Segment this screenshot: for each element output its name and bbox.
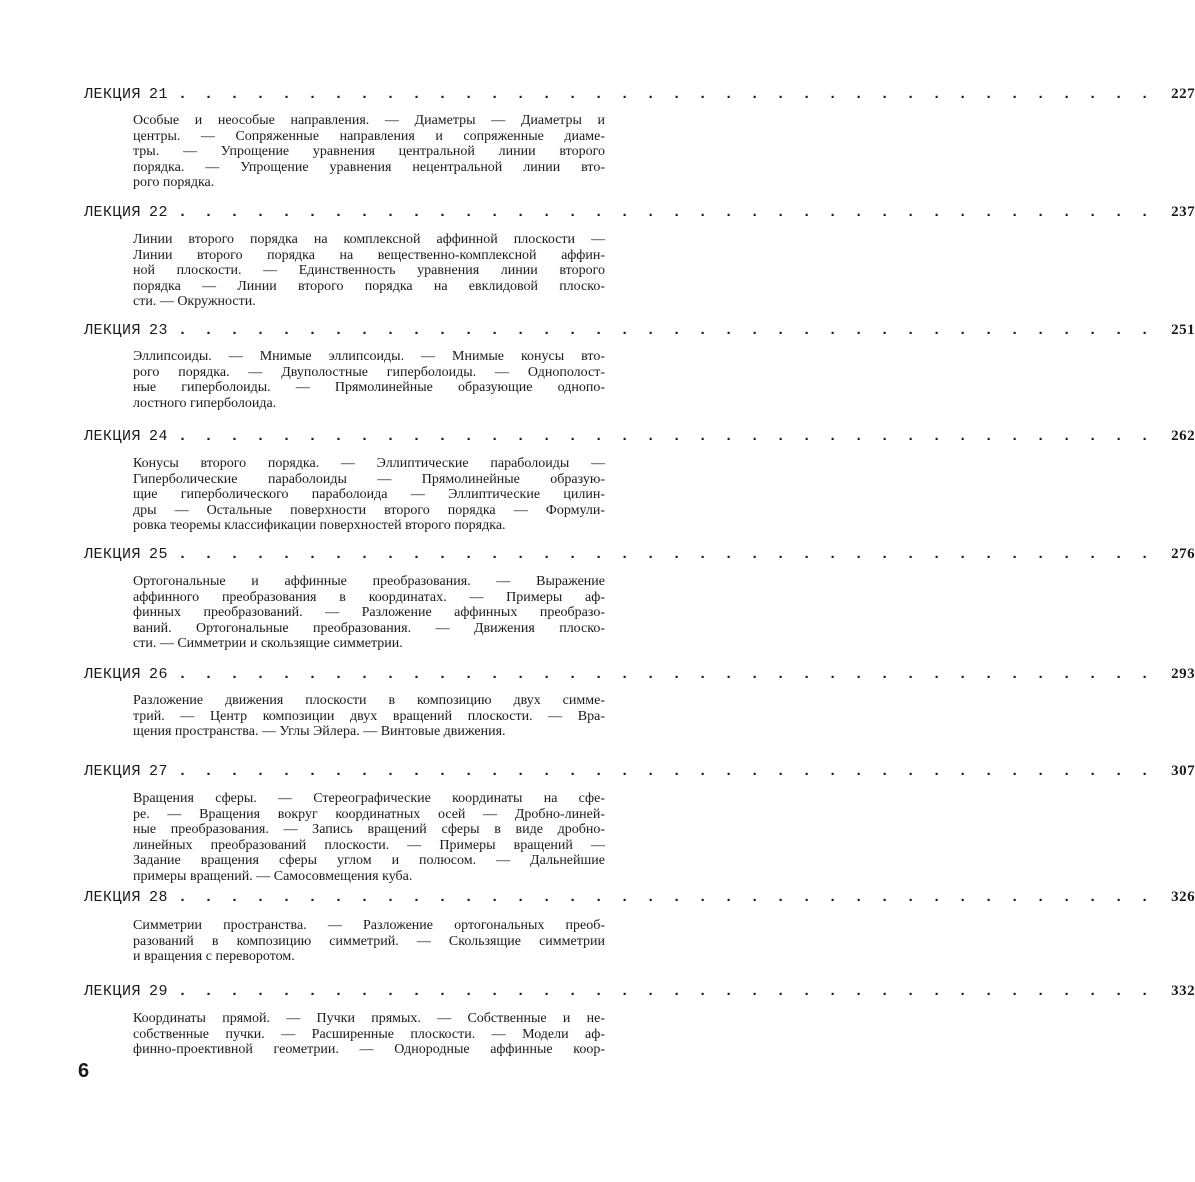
dot-leader: . . . . . . . . . . . . . . . . . . . . . . . . . . . . . . . . . . . . . .: [178, 666, 1154, 683]
toc-entry-description: [133, 1011, 605, 1058]
lecture-number: 27: [149, 763, 169, 780]
description-line: ваний. Ортогональные преобразования. — Движения плоско-: [133, 620, 605, 636]
toc-entry-description: [133, 349, 605, 411]
lecture-label: ЛЕКЦИЯ: [84, 86, 142, 103]
toc-entry-description: [133, 113, 605, 191]
lecture-label: ЛЕКЦИЯ: [84, 204, 142, 221]
toc-entry-description: [133, 791, 605, 884]
description-line: Разложение движения плоскости в композицию двух симме-: [133, 693, 605, 708]
lecture-label: ЛЕКЦИЯ: [84, 983, 142, 1000]
description-line: трий. — Центр композиции двух вращений плоскости. — Вра-: [133, 708, 605, 724]
page-number: 227: [1171, 86, 1195, 102]
lecture-label: ЛЕКЦИЯ: [84, 428, 142, 445]
page-number: 251: [1171, 322, 1195, 338]
description-line: ные гиперболоиды. — Прямолинейные образующие однопо-: [133, 380, 605, 395]
toc-entry-heading: [84, 983, 1195, 1005]
toc-entry-heading: [84, 204, 1195, 226]
lecture-number: 28: [149, 889, 169, 906]
description-line: ре. — Вращения вокруг координатных осей — Дробно-линей-: [133, 806, 605, 822]
lecture-number: 26: [149, 666, 169, 683]
lecture-number: 29: [149, 983, 169, 1000]
page-number: 326: [1171, 889, 1195, 905]
dot-leader: . . . . . . . . . . . . . . . . . . . . . . . . . . . . . . . . . . . . . .: [178, 546, 1154, 563]
toc-entry-description: [133, 574, 605, 652]
description-line: Координаты прямой. — Пучки прямых. — Собственные и не-: [133, 1011, 605, 1026]
description-line: финно-проективной геометрии. — Однородные аффинные коор-: [133, 1042, 605, 1057]
toc-entry-description: [133, 918, 605, 965]
toc-entry-heading: [84, 86, 1195, 108]
page-number: 332: [1171, 983, 1195, 999]
description-line: Гиперболические параболоиды — Прямолинейные образую-: [133, 471, 605, 487]
toc-entry-heading: [84, 322, 1195, 344]
dot-leader: . . . . . . . . . . . . . . . . . . . . . . . . . . . . . . . . . . . . . .: [178, 428, 1154, 445]
description-line: сти. — Окружности.: [133, 294, 256, 309]
description-line: Линии второго порядка на комплексной аффинной плоскости —: [133, 232, 605, 247]
description-line: собственные пучки. — Расширенные плоскости. — Модели аф-: [133, 1026, 605, 1042]
page-number: 276: [1171, 546, 1195, 562]
toc-entry-description: [133, 232, 605, 310]
description-line: ровка теоремы классификации поверхностей второго порядка.: [133, 518, 506, 533]
page-number: 262: [1171, 428, 1195, 444]
description-line: лостного гиперболоида.: [133, 395, 277, 411]
lecture-number: 21: [149, 86, 169, 103]
lecture-number: 24: [149, 428, 169, 445]
dot-leader: . . . . . . . . . . . . . . . . . . . . . . . . . . . . . . . . . . . . . .: [178, 983, 1154, 1000]
description-line: Задание вращения сферы углом и полюсом. — Дальнейшие: [133, 853, 605, 868]
description-line: разований в композицию симметрий. — Скользящие симметрии: [133, 933, 605, 949]
description-line: сти. — Симметрии и скользящие симметрии.: [133, 636, 403, 651]
description-line: Линии второго порядка на вещественно-комплексной аффин-: [133, 247, 605, 263]
lecture-label: ЛЕКЦИЯ: [84, 322, 142, 339]
lecture-label: ЛЕКЦИЯ: [84, 666, 142, 683]
lecture-label: ЛЕКЦИЯ: [84, 763, 142, 780]
page-number: 307: [1171, 763, 1195, 779]
toc-entry-heading: [84, 428, 1195, 450]
lecture-label: ЛЕКЦИЯ: [84, 546, 142, 563]
dot-leader: . . . . . . . . . . . . . . . . . . . . . . . . . . . . . . . . . . . . . .: [178, 322, 1154, 339]
dot-leader: . . . . . . . . . . . . . . . . . . . . . . . . . . . . . . . . . . . . . .: [178, 86, 1154, 103]
lecture-number: 25: [149, 546, 169, 563]
dot-leader: . . . . . . . . . . . . . . . . . . . . . . . . . . . . . . . . . . . . . .: [178, 889, 1154, 906]
description-line: дры — Остальные поверхности второго порядка — Формули-: [133, 502, 605, 518]
page-number: 237: [1171, 204, 1195, 220]
description-line: рого порядка. — Двуполостные гиперболоиды. — Однополост-: [133, 364, 605, 380]
description-line: Конусы второго порядка. — Эллиптические параболоиды —: [133, 456, 605, 471]
toc-entry-heading: [84, 546, 1195, 568]
description-line: Симметрии пространства. — Разложение ортогональных преоб-: [133, 918, 605, 933]
description-line: рого порядка.: [133, 175, 215, 190]
toc-entry-heading: [84, 763, 1195, 785]
description-line: Вращения сферы. — Стереографические координаты на сфе-: [133, 791, 605, 806]
description-line: тры. — Упрощение уравнения центральной линии второго: [133, 144, 605, 159]
description-line: щения пространства. — Углы Эйлера. — Винтовые движения.: [133, 724, 506, 739]
dot-leader: . . . . . . . . . . . . . . . . . . . . . . . . . . . . . . . . . . . . . .: [178, 204, 1154, 221]
toc-entry-heading: [84, 666, 1195, 688]
dot-leader: . . . . . . . . . . . . . . . . . . . . . . . . . . . . . . . . . . . . . .: [178, 763, 1154, 780]
lecture-number: 23: [149, 322, 169, 339]
page-folio-number: 6: [78, 1060, 90, 1082]
description-line: центры. — Сопряженные направления и сопряженные диаме-: [133, 128, 605, 144]
description-line: ной плоскости. — Единственность уравнения линии второго: [133, 263, 605, 278]
description-line: аффинного преобразования в координатах. — Примеры аф-: [133, 589, 605, 605]
description-line: Ортогональные и аффинные преобразования. — Выражение: [133, 574, 605, 589]
lecture-label: ЛЕКЦИЯ: [84, 889, 142, 906]
description-line: и вращения с переворотом.: [133, 949, 295, 964]
description-line: финных преобразований. — Разложение аффинных преобразо-: [133, 605, 605, 620]
description-line: Особые и неособые направления. — Диаметры — Диаметры и: [133, 113, 605, 128]
toc-entry-heading: [84, 889, 1195, 911]
description-line: щие гиперболического параболоида — Эллиптические цилин-: [133, 487, 605, 502]
description-line: примеры вращений. — Самосовмещения куба.: [133, 868, 413, 884]
lecture-number: 22: [149, 204, 169, 221]
description-line: ные преобразования. — Запись вращений сферы в виде дробно-: [133, 822, 605, 837]
description-line: линейных преобразований плоскости. — Примеры вращений —: [133, 837, 605, 853]
description-line: порядка — Линии второго порядка на евклидовой плоско-: [133, 278, 605, 294]
description-line: Эллипсоиды. — Мнимые эллипсоиды. — Мнимые конусы вто-: [133, 349, 605, 364]
toc-entry-description: [133, 693, 605, 740]
page-number: 293: [1171, 666, 1195, 682]
description-line: порядка. — Упрощение уравнения нецентральной линии вто-: [133, 159, 605, 175]
toc-entry-description: [133, 456, 605, 534]
